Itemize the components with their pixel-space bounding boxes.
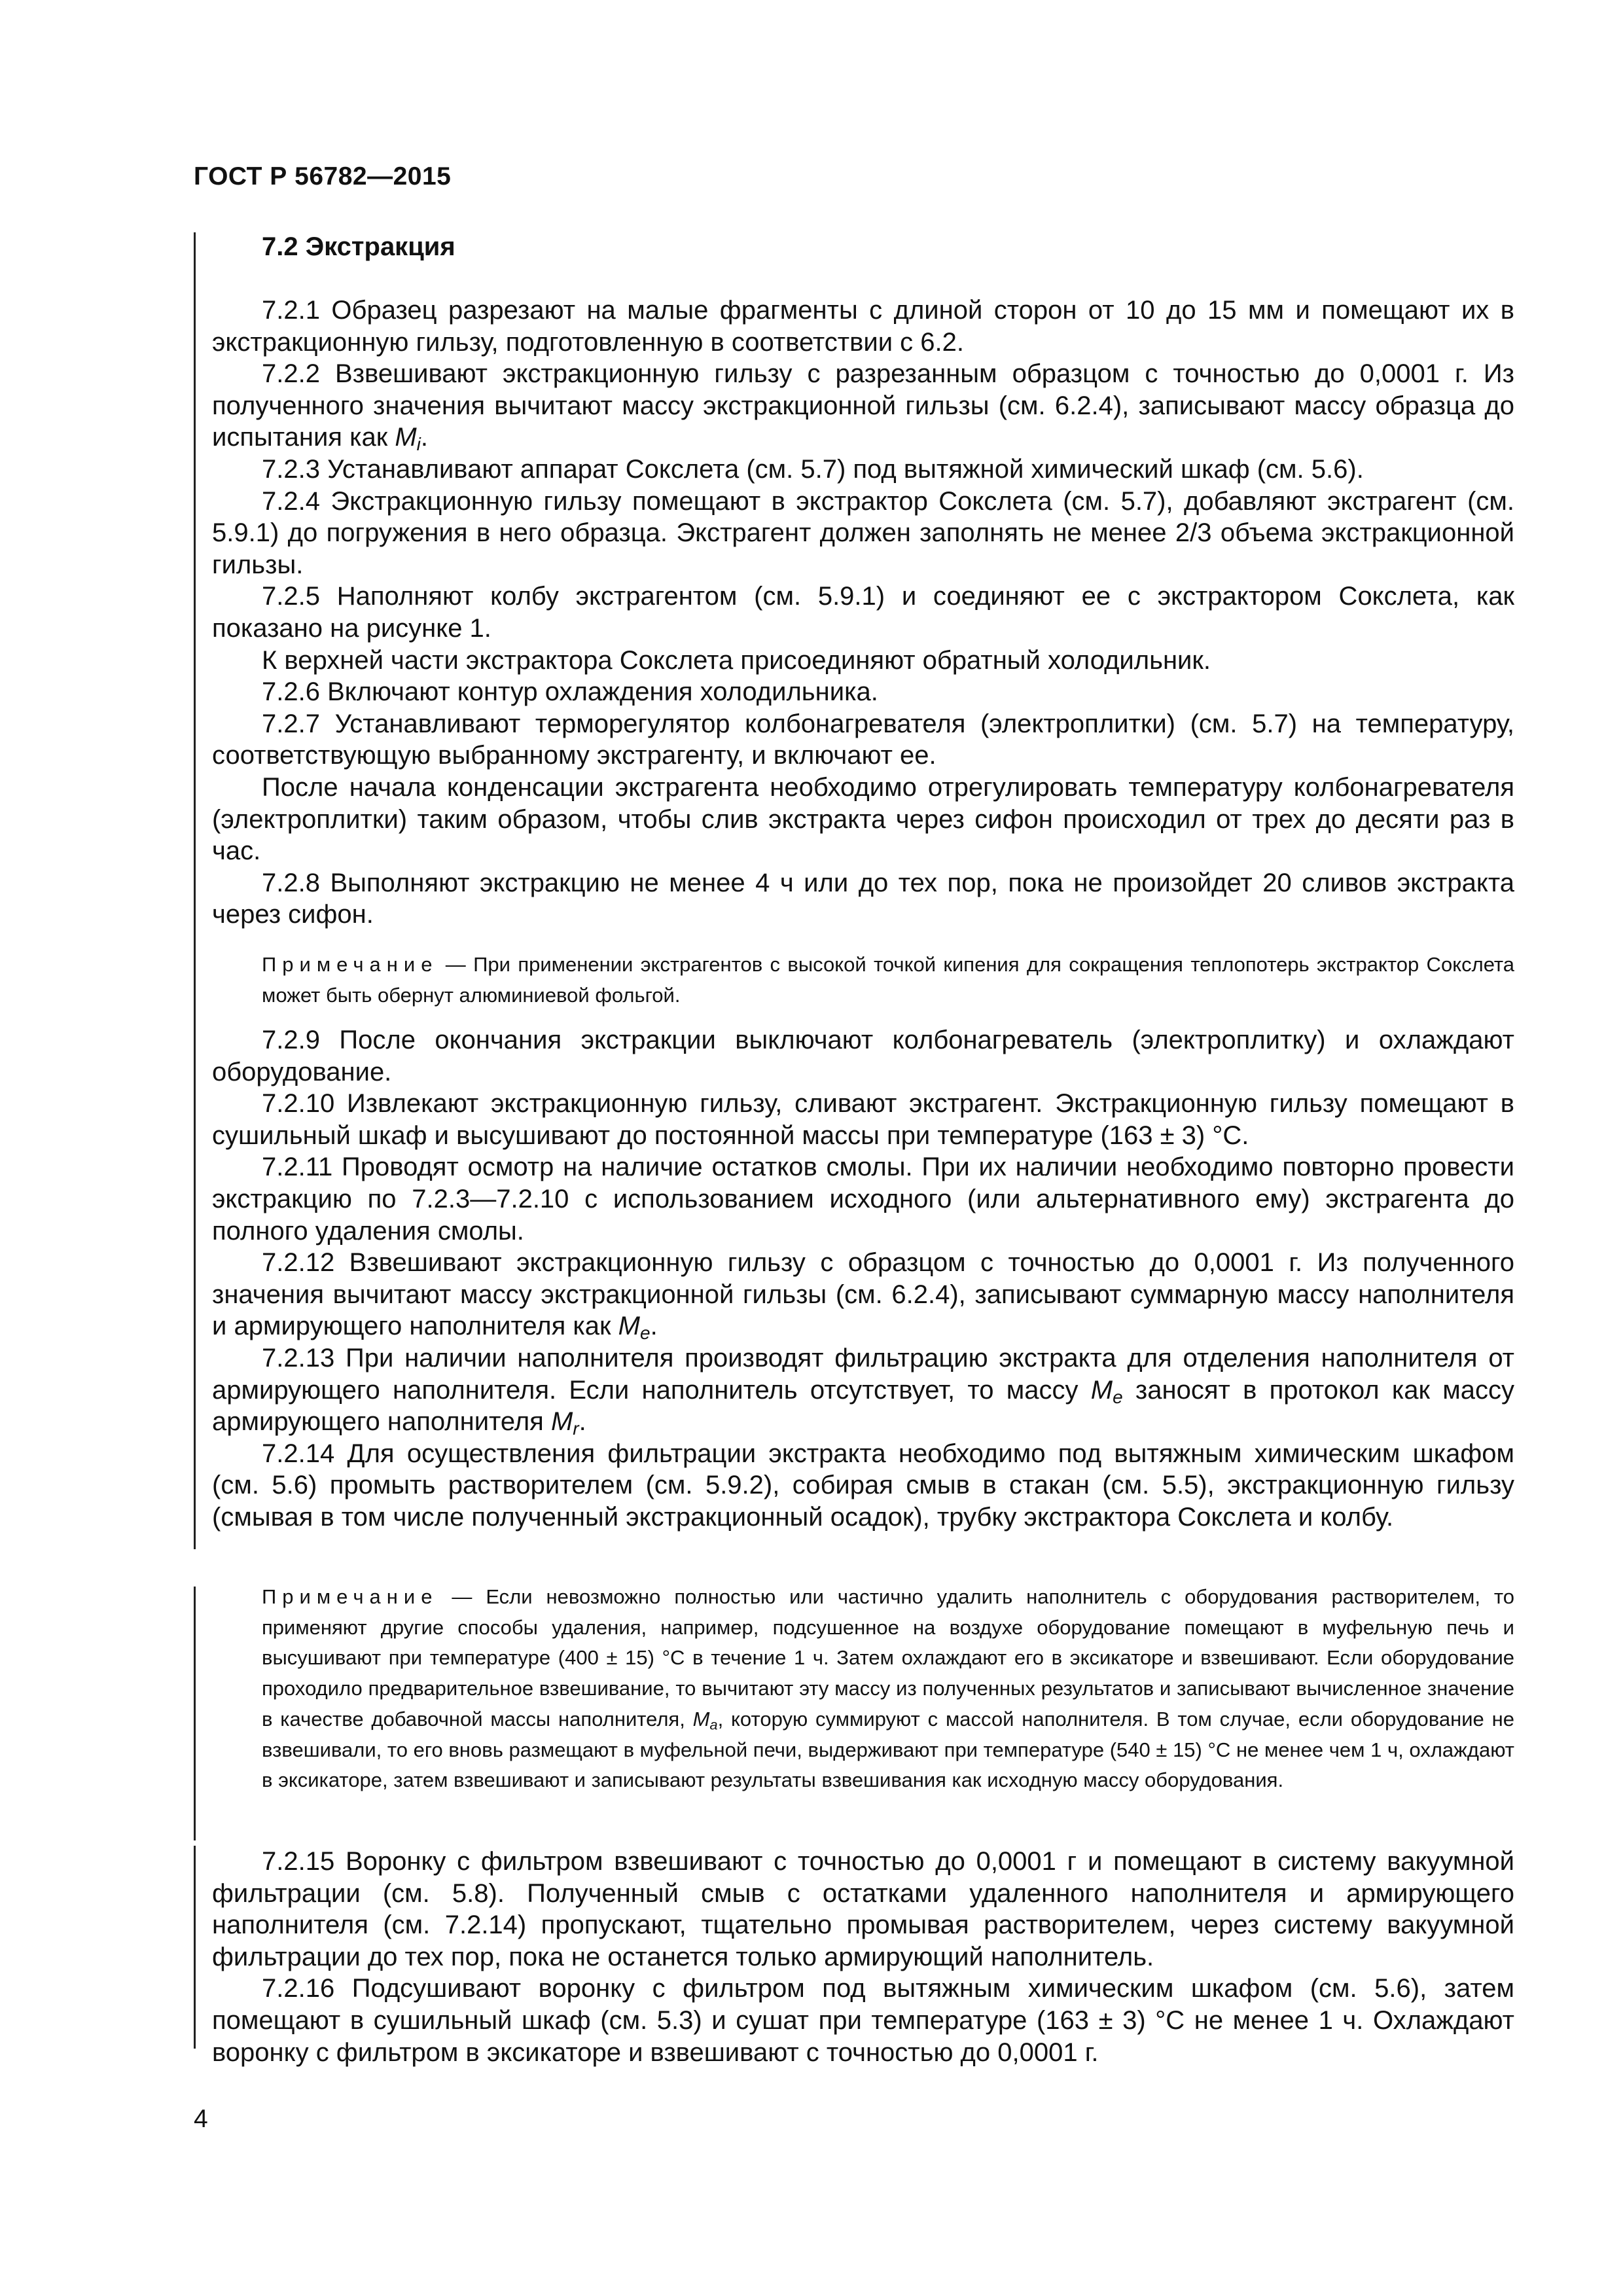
note-text: — При применении экстрагентов с высокой точкой кипения для сокращения теплопотерь экстрактор Сокслета может быть обернут алюминиевой фольгой. (262, 953, 1514, 1007)
paragraph-condensation: После начала конденсации экстрагента необходимо отрегулировать температуру колбонагревателя (электроплитки) таким образом, чтобы слив экстракта через сифон происходил от трех до десяти раз в час. (212, 772, 1514, 866)
paragraph-7-2-1: 7.2.1 Образец разрезают на малые фрагменты с длиной сторон от 10 до 15 мм и помещают их в экстракционную гильзу, подготовленную в соответствии с 6.2. (212, 296, 1514, 357)
paragraph-condenser: К верхней части экстрактора Сокслета присоединяют обратный холодильник. (262, 645, 1211, 675)
change-bar (194, 232, 196, 1549)
text-block-3 (212, 1846, 1514, 2068)
paragraph-7-2-15: 7.2.15 Воронку с фильтром взвешивают с точностью до 0,0001 г и помещают в систему вакуумной фильтрации (см. 5.8). Полученный смыв с остатками удаленного наполнителя и армирующего наполнителя (см. 7.2.14) пропускают, тщательно промывая растворителем, через систему вакуумной фильтрации до тех пор, пока не останется только армирующий наполнитель. (212, 1847, 1514, 1971)
paragraph-7-2-7: 7.2.7 Устанавливают терморегулятор колбонагревателя (электроплитки) (см. 5.7) на температуру, соответствующую выбранному экстрагенту, и включают ее. (212, 709, 1514, 770)
page-number: 4 (194, 2105, 208, 2133)
note-2: Примечание — Если невозможно полностью или частично удалить наполнитель с оборудования растворителем, то применяют другие способы удаления, например, подсушенное на воздухе оборудование помещают в муфельную печь и высушивают при температуре (400 ± 15) °С в течение 1 ч. Затем охлаждают его в эксикаторе и взвешивают. Если оборудование проходило предварительное взвешивание, то вычитают эту массу из полученных результатов и записывают вычисленное значение в качестве добавочной массы наполнителя, $M_a$, которую суммируют с массой наполнителя. В том случае, если оборудование не взвешивали, то его вновь размещают в муфельной печи, выдерживают при температуре (540 ± 15) °С не менее чем 1 ч, охлаждают в эксикаторе, затем взвешивают и записывают результаты взвешивания как исходную массу оборудования. (262, 1585, 1514, 1792)
paragraph-7-2-6: 7.2.6 Включают контур охлаждения холодильника. (262, 677, 878, 707)
paragraph-7-2-4: 7.2.4 Экстракционную гильзу помещают в экстрактор Сокслета (см. 5.7), добавляют экстрагент (см. 5.9.1) до погружения в него образца. Экстрагент должен заполнять не менее 2/3 объема экстракционной гильзы. (212, 486, 1514, 579)
note-label: Примечание (262, 1585, 438, 1608)
paragraph-7-2-16: 7.2.16 Подсушивают воронку с фильтром под вытяжным химическим шкафом (см. 5.6), затем помещают в сушильный шкаф (см. 5.3) и сушат при температуре (163 ± 3) °С не менее 1 ч. Охлаждают воронку с фильтром в эксикаторе и взвешивают с точностью до 0,0001 г. (212, 1974, 1514, 2067)
note-label: Примечание (262, 953, 438, 976)
paragraph-7-2-12: 7.2.12 Взвешивают экстракционную гильзу с образцом с точностью до 0,0001 г. Из полученного значения вычитают массу экстракционной гильзы (см. 6.2.4), записывают суммарную массу наполнителя и армирующего наполнителя как $M_e$. (212, 1248, 1514, 1344)
text-block-2 (212, 1024, 1514, 1534)
paragraph-7-2-8: 7.2.8 Выполняют экстракцию не менее 4 ч или до тех пор, пока не произойдет 20 сливов экстракта через сифон. (212, 868, 1514, 929)
paragraph-7-2-13: 7.2.13 При наличии наполнителя производят фильтрацию экстракта для отделения наполнителя от армирующего наполнителя. Если наполнитель отсутствует, то массу $M_e$ заносят в протокол как массу армирующего наполнителя $M_r$. (212, 1343, 1514, 1439)
paragraph-7-2-11: 7.2.11 Проводят осмотр на наличие остатков смолы. При их наличии необходимо повторно провести экстракцию по 7.2.3—7.2.10 с использованием исходного (или альтернативного ему) экстрагента до полного удаления смолы. (212, 1153, 1514, 1246)
section-title: 7.2 Экстракция (262, 232, 455, 261)
paragraph-7-2-14: 7.2.14 Для осуществления фильтрации экстракта необходимо под вытяжным химическим шкафом (см. 5.6) промыть растворителем (см. 5.9.2), собирая смыв в стакан (см. 5.5), экстракционную гильзу (смывая в том числе полученный экстракционный осадок), трубку экстрактора Сокслета и колбу. (212, 1439, 1514, 1532)
paragraph-7-2-9: 7.2.9 После окончания экстракции выключают колбонагреватель (электроплитку) и охлаждают оборудование. (212, 1026, 1514, 1086)
document-header: ГОСТ Р 56782—2015 (194, 162, 452, 190)
paragraph-7-2-3: 7.2.3 Устанавливают аппарат Сокслета (см. 5.7) под вытяжной химический шкаф (см. 5.6). (262, 454, 1364, 484)
note-1 (262, 950, 1514, 1011)
change-bar (194, 1846, 196, 2049)
text-block-1 (212, 295, 1514, 931)
change-bar (194, 1587, 196, 1840)
paragraph-7-2-5: 7.2.5 Наполняют колбу экстрагентом (см. 5.9.1) и соединяют ее с экстрактором Сокслета, как показано на рисунке 1. (212, 582, 1514, 643)
paragraph-7-2-2: 7.2.2 Взвешивают экстракционную гильзу с разрезанным образцом с точностью до 0,0001 г. Из полученного значения вычитают массу экстракционной гильзы (см. 6.2.4), записывают массу образца до испытания как $M_i$. (212, 359, 1514, 455)
paragraph-7-2-10: 7.2.10 Извлекают экстракционную гильзу, сливают экстрагент. Экстракционную гильзу помещают в сушильный шкаф и высушивают до постоянной массы при температуре (163 ± 3) °С. (212, 1089, 1514, 1150)
